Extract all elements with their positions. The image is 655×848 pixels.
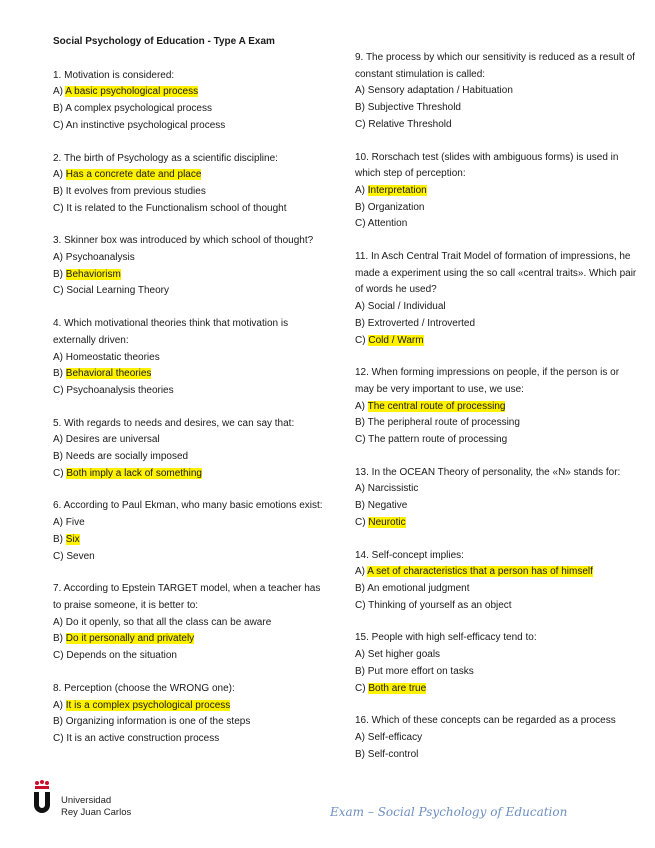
option-letter: A)	[355, 184, 368, 196]
option-text: Seven	[66, 550, 95, 562]
answer-option	[53, 250, 325, 267]
question-text: 4. Which motivational theories think that motivation is externally driven:	[53, 318, 289, 346]
highlighted-answer: Cold / Warm	[368, 334, 424, 346]
highlighted-answer: The central route of processing	[367, 400, 506, 412]
question-block	[53, 151, 325, 218]
option-letter: A)	[355, 301, 368, 313]
option-text: Desires are universal	[65, 434, 160, 446]
answer-option	[355, 681, 637, 698]
option-text: Set higher goals	[367, 649, 441, 661]
option-letter: C)	[53, 202, 67, 214]
answer-option	[53, 432, 325, 449]
option-letter: A)	[355, 649, 368, 661]
option-letter: C)	[53, 550, 67, 562]
question-text: 2. The birth of Psychology as a scientific discipline:	[53, 152, 278, 164]
option-text: It evolves from previous studies	[65, 185, 206, 197]
answer-option	[53, 366, 325, 383]
option-text: Depends on the situation	[66, 650, 177, 662]
answer-option	[53, 714, 325, 731]
option-text: Psychoanalysis theories	[66, 384, 174, 396]
highlighted-answer: Both imply a lack of something	[66, 467, 202, 479]
option-text: The peripheral route of processing	[367, 417, 520, 429]
footer-caption: Exam – Social Psychology of Education	[330, 805, 568, 819]
answer-option	[355, 664, 637, 681]
university-name-line2: Rey Juan Carlos	[61, 807, 132, 818]
question-text: 3. Skinner box was introduced by which school of thought?	[53, 235, 314, 247]
answer-option	[355, 216, 637, 233]
answer-option	[355, 299, 637, 316]
option-text: Narcissistic	[367, 483, 419, 495]
answer-option	[355, 333, 637, 350]
answer-option	[355, 481, 637, 498]
option-text: Thinking of yourself as an object	[368, 599, 512, 611]
highlighted-answer: Interpretation	[367, 184, 427, 196]
option-letter: C)	[53, 285, 67, 297]
answer-option	[355, 83, 637, 100]
option-letter: B)	[355, 582, 368, 594]
option-text: It is an active construction process	[66, 732, 220, 744]
answer-option	[53, 698, 325, 715]
answer-option	[53, 283, 325, 300]
option-letter: A)	[53, 616, 66, 628]
option-text: Social / Individual	[367, 301, 446, 313]
answer-option	[53, 167, 325, 184]
option-letter: A)	[355, 483, 368, 495]
option-text: The pattern route of processing	[368, 434, 508, 446]
answer-option	[355, 564, 637, 581]
option-text: It is related to the Functionalism school of thought	[66, 202, 287, 214]
option-letter: B)	[355, 417, 368, 429]
highlighted-answer: It is a complex psychological process	[65, 699, 231, 711]
university-logo	[31, 780, 171, 820]
answer-option	[53, 466, 325, 483]
option-letter: A)	[53, 169, 66, 181]
question-block	[53, 681, 325, 748]
answer-option	[355, 730, 637, 747]
question-text: 7. According to Epstein TARGET model, when a teacher has to praise someone, it is better to:	[53, 583, 321, 611]
answer-option	[53, 383, 325, 400]
question-block	[355, 50, 637, 134]
answer-option	[355, 200, 637, 217]
answer-option	[53, 731, 325, 748]
option-text: Subjective Threshold	[367, 102, 461, 114]
option-letter: C)	[53, 467, 67, 479]
option-letter: B)	[355, 748, 368, 760]
answer-option	[355, 598, 637, 615]
answer-option	[355, 316, 637, 333]
answer-option	[355, 498, 637, 515]
answer-option	[355, 399, 637, 416]
university-name	[61, 795, 131, 819]
option-text: An instinctive psychological process	[65, 119, 226, 131]
answer-option	[53, 549, 325, 566]
question-block	[355, 150, 637, 234]
option-letter: C)	[355, 516, 369, 528]
option-letter: B)	[355, 201, 368, 213]
option-letter: A)	[53, 699, 66, 711]
left-column	[53, 34, 325, 764]
highlighted-answer: Has a concrete date and place	[65, 169, 202, 181]
right-question-list	[355, 50, 637, 763]
question-block	[355, 548, 637, 615]
option-text: Psychoanalysis	[65, 252, 135, 264]
option-letter: C)	[355, 434, 369, 446]
option-letter: C)	[53, 384, 67, 396]
option-letter: C)	[53, 119, 66, 131]
option-letter: B)	[53, 103, 66, 115]
answer-option	[355, 100, 637, 117]
question-block	[355, 713, 637, 763]
option-text: A complex psychological process	[65, 103, 212, 115]
option-text: Attention	[367, 218, 408, 230]
option-text: Social Learning Theory	[66, 285, 169, 297]
question-text: 1. Motivation is considered:	[53, 69, 175, 81]
option-letter: C)	[355, 118, 369, 130]
answer-option	[53, 631, 325, 648]
right-column	[355, 50, 637, 779]
option-letter: B)	[53, 716, 66, 728]
question-text: 11. In Asch Central Trait Model of formation of impressions, he made a experiment using the so call «central traits». Which pair of words he used?	[355, 251, 637, 296]
option-letter: A)	[355, 85, 368, 97]
question-text: 6. According to Paul Ekman, who many basic emotions exist:	[53, 500, 323, 512]
university-name-line1: Universidad	[61, 795, 112, 806]
question-block	[53, 416, 325, 483]
question-text: 5. With regards to needs and desires, we can say that:	[53, 417, 295, 429]
question-block	[355, 249, 637, 349]
answer-option	[53, 101, 325, 118]
question-block	[355, 630, 637, 697]
answer-option	[355, 117, 637, 134]
question-block	[53, 233, 325, 300]
option-text: Organizing information is one of the steps	[65, 716, 251, 728]
option-text: Five	[65, 517, 85, 529]
question-text: 10. Rorschach test (slides with ambiguous forms) is used in which step of perception:	[355, 151, 619, 180]
answer-option	[355, 581, 637, 598]
option-letter: B)	[355, 317, 368, 329]
question-text: 12. When forming impressions on people, if the person is or may be very important to use, we use:	[355, 367, 620, 395]
option-text: Put more effort on tasks	[367, 665, 474, 677]
answer-option	[355, 415, 637, 432]
answer-option	[53, 532, 325, 549]
option-letter: B)	[53, 633, 66, 645]
option-letter: A)	[53, 86, 66, 98]
option-letter: C)	[355, 682, 369, 694]
answer-option	[53, 84, 325, 101]
highlighted-answer: Behaviorism	[65, 268, 121, 280]
answer-option	[53, 267, 325, 284]
option-text: Homeostatic theories	[65, 351, 160, 363]
urjc-crown-logo-icon	[31, 780, 53, 816]
question-block	[53, 68, 325, 135]
answer-option	[53, 201, 325, 218]
option-text: Organization	[367, 201, 425, 213]
answer-option	[53, 184, 325, 201]
option-letter: A)	[53, 252, 66, 264]
option-text: An emotional judgment	[367, 582, 470, 594]
option-letter: C)	[355, 218, 368, 230]
question-block	[53, 581, 325, 665]
option-letter: C)	[355, 334, 369, 346]
option-letter: A)	[53, 434, 66, 446]
answer-option	[355, 747, 637, 764]
answer-option	[355, 515, 637, 532]
highlighted-answer: Behavioral theories	[65, 368, 152, 380]
highlighted-answer: Six	[65, 533, 80, 545]
question-text: 8. Perception (choose the WRONG one):	[53, 682, 235, 694]
answer-option	[355, 647, 637, 664]
option-letter: B)	[53, 368, 66, 380]
answer-option	[53, 648, 325, 665]
option-letter: C)	[355, 599, 369, 611]
option-text: Do it openly, so that all the class can be aware	[65, 616, 272, 628]
question-text: 16. Which of these concepts can be regarded as a process	[355, 715, 616, 727]
option-letter: B)	[355, 102, 368, 114]
question-block	[53, 498, 325, 565]
answer-option	[53, 118, 325, 135]
option-letter: B)	[53, 185, 66, 197]
answer-option	[53, 449, 325, 466]
question-text: 13. In the OCEAN Theory of personality, the «N» stands for:	[355, 466, 621, 478]
option-text: Sensory adaptation / Habituation	[367, 85, 513, 97]
document-title: Social Psychology of Education - Type A Exam	[53, 36, 275, 47]
option-letter: B)	[53, 268, 66, 280]
highlighted-answer: A basic psychological process	[65, 86, 199, 98]
option-text: Needs are socially imposed	[65, 451, 189, 463]
option-letter: A)	[355, 566, 368, 578]
answer-option	[53, 615, 325, 632]
highlighted-answer: Neurotic	[368, 516, 406, 528]
option-letter: B)	[53, 533, 66, 545]
question-block	[53, 316, 325, 400]
option-letter: A)	[53, 517, 66, 529]
option-text: Self-control	[367, 748, 419, 760]
option-letter: B)	[355, 500, 368, 512]
answer-option	[355, 432, 637, 449]
option-letter: A)	[355, 731, 368, 743]
answer-option	[53, 515, 325, 532]
question-text: 15. People with high self-efficacy tend to:	[355, 632, 537, 644]
option-text: Relative Threshold	[368, 118, 452, 130]
highlighted-answer: Do it personally and privately	[65, 633, 195, 645]
option-letter: C)	[53, 732, 67, 744]
highlighted-answer: A set of characteristics that a person has of himself	[367, 566, 593, 578]
option-text: Extroverted / Introverted	[367, 317, 476, 329]
question-block	[355, 465, 637, 532]
option-text: Self-efficacy	[367, 731, 423, 743]
question-block	[355, 365, 637, 449]
answer-option	[355, 183, 637, 200]
option-letter: A)	[355, 400, 368, 412]
highlighted-answer: Both are true	[368, 682, 427, 694]
left-question-list	[53, 68, 325, 748]
option-letter: A)	[53, 351, 66, 363]
option-text: Negative	[367, 500, 408, 512]
question-text: 9. The process by which our sensitivity is reduced as a result of constant stimulation is called:	[355, 52, 635, 80]
option-letter: B)	[53, 451, 66, 463]
answer-option	[53, 350, 325, 367]
question-text: 14. Self-concept implies:	[355, 549, 464, 561]
option-letter: B)	[355, 665, 368, 677]
option-letter: C)	[53, 650, 67, 662]
